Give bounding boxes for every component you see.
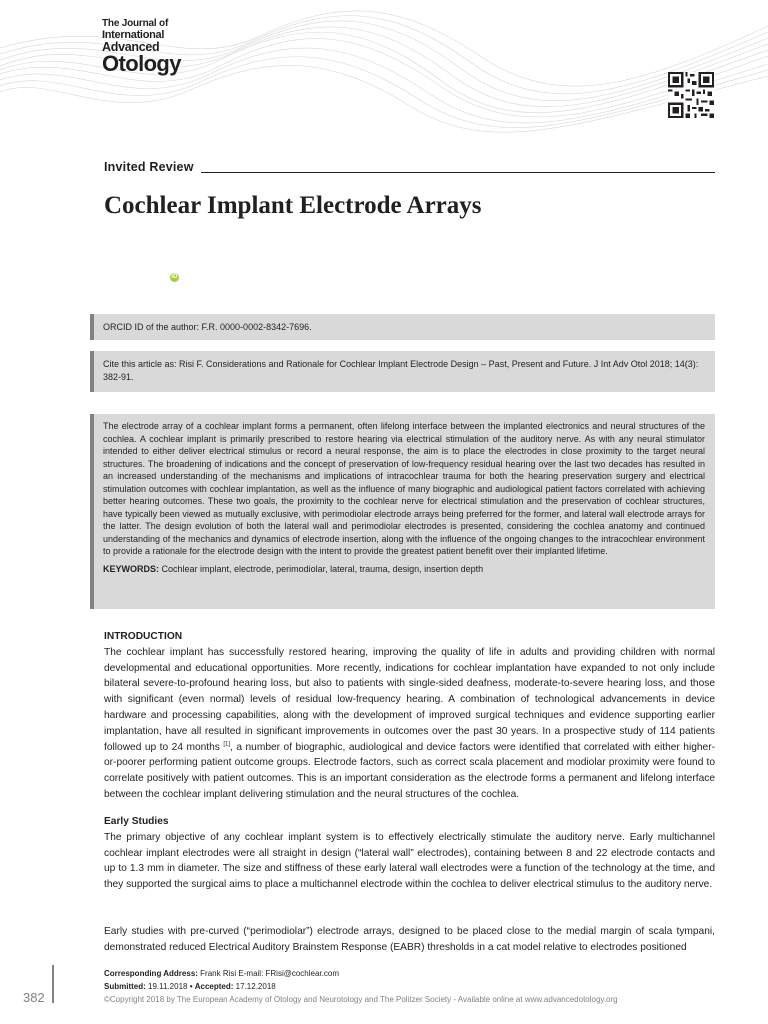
journal-logo: [102, 19, 181, 75]
footer: [104, 967, 618, 1006]
accepted-value: 17.12.2018: [235, 982, 276, 991]
keywords-line: [103, 563, 705, 576]
section-divider: [201, 172, 715, 173]
abstract-text: The electrode array of a cochlear implant forms a permanent, often lifelong interface between the implanted electronics and neural structures of the cochlea. A cochlear implant is primarily prescribed to restore hearing via electrical stimulation of the auditory nerve. As with any neural stimulator intended to either deliver electrical stimulus or record a neural response, the aim is to place the electrodes in close proximity to the target neural structures. The broadening of indications and the concept of preservation of low-frequency residual hearing over the last two decades has resulted in an increased understanding of the mechanisms and implications of intracochlear trauma for both the hearing preservation surgery and electrical stimulation outcomes with cochlear implantation, as well as the influence of many biographic and audiological patient factors correlated with achieving better hearing outcomes. These two goals, the proximity to the cochlear nerve for electrical stimulation and the preservation of cochlear structures, have typically been viewed as mutually exclusive, with perimodiolar electrode arrays being preferred for the former, and lateral wall electrode arrays for the latter. The design evolution of both the lateral wall and perimodiolar electrodes is presented, considering the cochlea anatomy and continued understanding of the mechanics and dynamics of electrode insertion, along with the influence of the ongoing changes to the intracochlear environment to provide a rationale for the electrode design with the intent to provide the greatest patient benefit over their implanted lifetime.: [103, 421, 705, 556]
introduction-paragraph: [104, 645, 715, 803]
submitted-label: Submitted:: [104, 982, 146, 991]
introduction-text-1: The cochlear implant has successfully restored hearing, improving the quality of life in adults and providing children with normal developmental and educational opportunities. More recently, indications for cochlear implantation have expanded to not only include bilateral severe-to-profound hearing loss, but also to patients with single-sided deafness, moderate-to-severe hearing loss, and those with significant (even normal) levels of residual low-frequency hearing. A combination of technological advancements in device hardware and processing capabilities, along with the development of improved surgical techniques and evidence supporting earlier implantation, have all resulted in significant improvements in outcomes over the past 30 years. In a prospective study of 114 patients followed up to 24 months: [104, 646, 715, 753]
article-title: Cochlear Implant Electrode Arrays: [104, 192, 482, 219]
accepted-label: Accepted:: [194, 982, 234, 991]
corresponding-label: Corresponding Address:: [104, 969, 198, 978]
early-studies-paragraph-2: Early studies with pre-curved (“perimodiolar”) electrode arrays, designed to be placed close to the medial margin of scala tympani, demonstrated reduced Electrical Auditory Brainstem Response (EABR) thresholds in a cat model relative to electrodes positioned: [104, 926, 715, 953]
early-studies-section: [104, 814, 715, 893]
reference-link[interactable]: [1]: [223, 741, 231, 748]
citation-text: Cite this article as: Risi F. Considerations and Rationale for Cochlear Implant Electrode Design – Past, Present and Future. J Int Adv Otol 2018; 14(3): 382-91.: [103, 359, 699, 382]
submitted-value: 19.11.2018: [148, 982, 188, 991]
introduction-text-2: , a number of biographic, audiological and device factors were identified that correlated with either higher- or-poorer performing patient outcome groups. Electrode factors, such as correct scala placement and modiolar proximity were found to correlate positively with patient outcomes. This is an important consideration as the electrode forms a permanent and lifelong interface between the cochlear implant delivering stimulation and the neural structures of the cochlea.: [104, 741, 715, 800]
section-label: Invited Review: [104, 160, 194, 174]
footer-divider: [52, 965, 54, 1003]
citation-box: [90, 351, 715, 392]
introduction-heading: INTRODUCTION: [104, 631, 183, 642]
corresponding-address: [104, 967, 618, 980]
keywords-value: Cochlear implant, electrode, perimodiolar, lateral, trauma, design, insertion depth: [161, 563, 484, 574]
logo-line-2: International: [102, 29, 165, 41]
logo-line-1: The Journal of: [102, 18, 169, 29]
qr-code-icon: [668, 72, 714, 118]
copyright-text: ©Copyright 2018 by The European Academy of Otology and Neurotology and The Politzer Society - Available online at www.advancedotology.org: [104, 995, 618, 1004]
early-studies-paragraph-1: The primary objective of any cochlear implant system is to effectively electrically stimulate the auditory nerve. Early multichannel cochlear implant electrodes were all straight in design (“lateral wall” electrodes), containing between 8 and 22 electrode contacts and up to 1.3 mm in diameter. The size and stiffness of these early lateral wall electrodes were a function of the technology at the time, and they supported the surgical aims to place a multichannel electrode within the cochlea to deliver electrical stimulus to the auditory nerve.: [104, 831, 715, 891]
orcid-icon[interactable]: iD: [171, 274, 178, 280]
page-number: 382: [23, 990, 45, 1005]
orcid-box: [90, 314, 715, 340]
introduction-section: [104, 629, 715, 803]
logo-line-3: Advanced: [102, 40, 160, 54]
keywords-label: KEYWORDS:: [103, 563, 159, 574]
early-studies-heading: Early Studies: [104, 816, 169, 827]
abstract-box: [90, 414, 715, 609]
orcid-text: ORCID ID of the author: F.R. 0000-0002-8342-7696.: [103, 322, 312, 332]
logo-line-4: Otology: [102, 50, 181, 76]
early-studies-continued: [104, 924, 715, 956]
dates-line: Submitted: 19.11.2018 • Accepted: 17.12.2018: [104, 982, 276, 991]
corresponding-value: Frank Risi E-mail: FRisi@cochlear.com: [200, 969, 339, 978]
